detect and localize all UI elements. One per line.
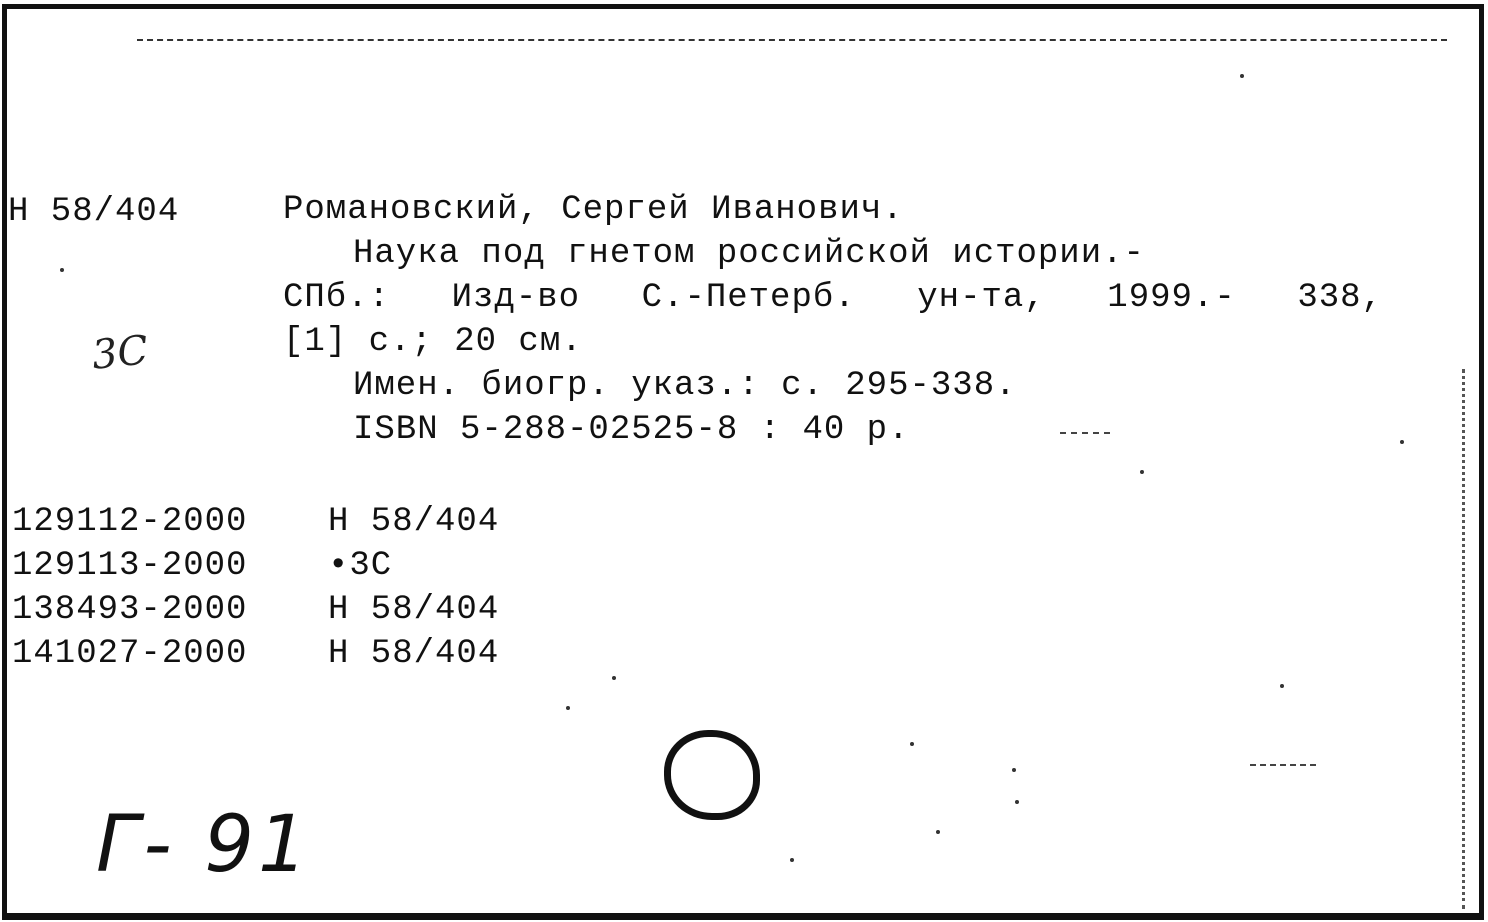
card-punch-hole [664,730,760,820]
scan-speck [936,830,940,834]
imprint-publisher-1: Изд-во [451,279,581,317]
imprint-place: СПб.: [283,279,391,317]
imprint-pages: 338, [1297,279,1383,317]
scan-speck [790,858,794,862]
holding-location: Н 58/404 [328,635,500,673]
note-line: Имен. биогр. указ.: с. 295-338. [353,367,1017,405]
imprint-line [283,278,1383,322]
holding-location: Н 58/404 [328,591,500,629]
scan-speck [60,268,64,272]
inventory-number: 129112-2000 [12,503,248,541]
scan-dash [1060,432,1110,434]
scan-speck [1015,800,1019,804]
holding-row [12,588,499,632]
holding-location: Н 58/404 [328,503,500,541]
inventory-number: 129113-2000 [12,547,248,585]
scan-dash [1250,764,1316,766]
scan-speck [1240,74,1244,78]
scan-speck [566,706,570,710]
imprint-publisher-3: ун-та, [917,279,1046,317]
holding-row [12,544,499,588]
isbn-line: ISBN 5-288-02525-8 : 40 р. [353,411,910,449]
handwritten-code: Г- 91 [96,800,312,890]
inventory-number: 141027-2000 [12,635,248,673]
top-dashed-rule [137,39,1447,41]
scan-speck [1012,768,1016,772]
bibliographic-description [283,190,1383,454]
holding-location: •3С [328,547,393,585]
imprint-publisher-2: С.-Петерб. [641,279,856,317]
title-statement: Наука под гнетом российской истории.- [353,235,1145,273]
scan-speck [1400,440,1404,444]
handwritten-location-note: 3С [89,327,151,379]
inventory-number: 138493-2000 [12,591,248,629]
holding-row [12,632,499,676]
scan-speck [1280,684,1284,688]
holdings-list [12,500,499,676]
right-edge-marks [1462,369,1465,909]
scan-speck [910,742,914,746]
physical-description: [1] с.; 20 см. [283,323,583,361]
shelf-mark: Н 58/404 [8,193,180,231]
scan-speck [1140,470,1144,474]
holding-row [12,500,499,544]
imprint-year: 1999.- [1107,279,1236,317]
scan-speck [612,676,616,680]
author-heading: Романовский, Сергей Иванович. [283,191,904,229]
